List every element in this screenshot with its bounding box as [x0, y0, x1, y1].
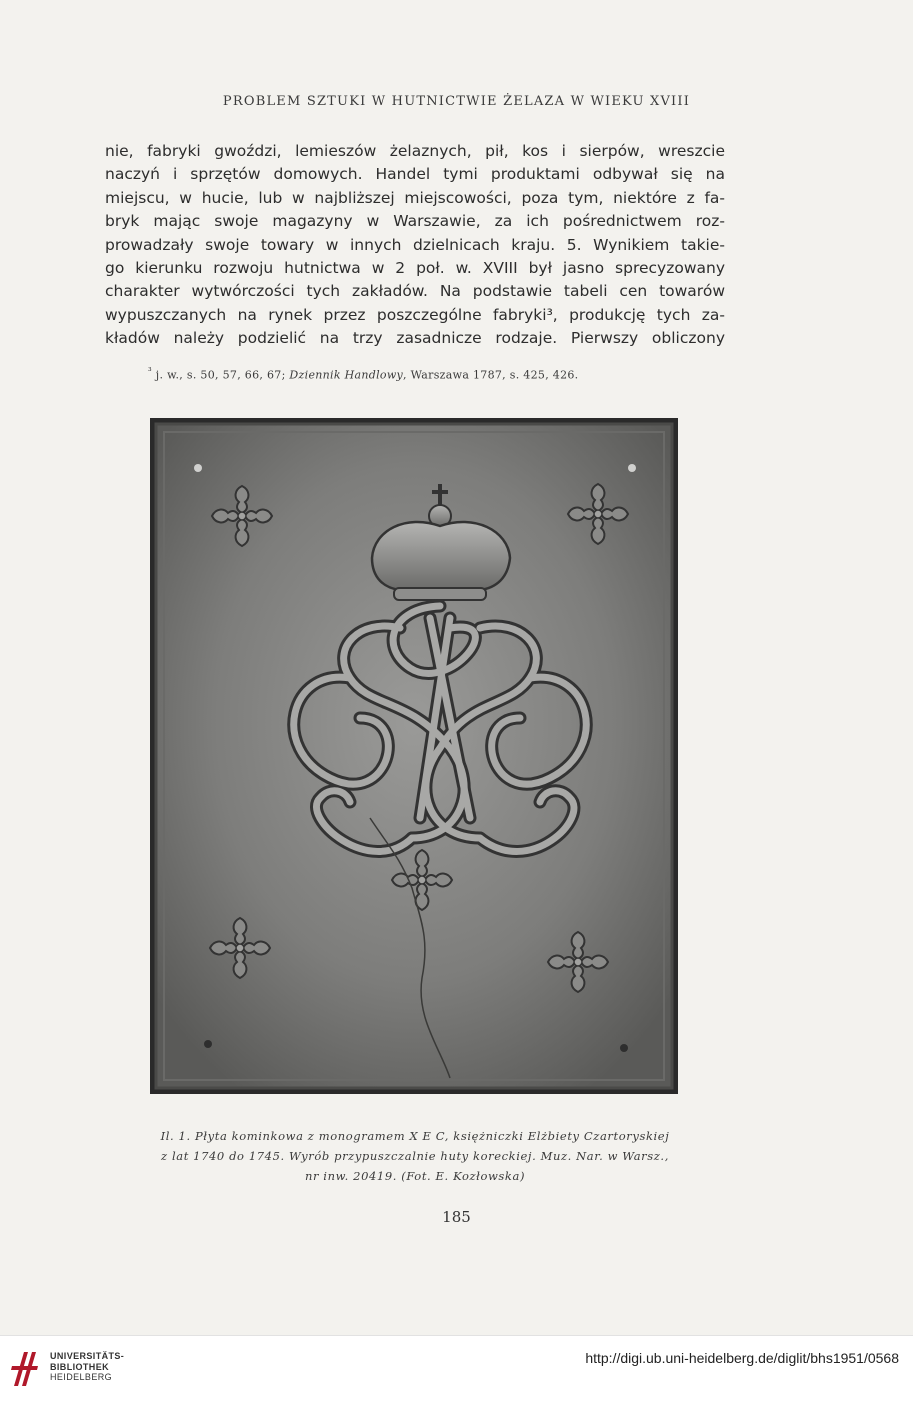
figure-caption	[100, 1126, 730, 1186]
library-logo-icon[interactable]	[10, 1346, 40, 1392]
page-number: 185	[442, 1208, 471, 1226]
body-paragraph	[105, 140, 725, 351]
fireplace-plate-photo	[150, 418, 678, 1094]
footnote-text-after: , Warszawa 1787, s. 425, 426.	[403, 368, 579, 382]
text-line: wypuszczanych na rynek przez poszczególne fabryki³, produkcję tych za-	[105, 305, 725, 324]
footnote-text-before: j. w., s. 50, 57, 66, 67;	[151, 368, 290, 382]
text-line: prowadzały swoje towary w innych dzielnicach kraju. 5. Wynikiem takie-	[105, 235, 725, 254]
monogram-plate-image	[150, 418, 678, 1094]
text-line: miejscu, w hucie, lub w najbliższej miejscowości, poza tym, niektóre z fa-	[105, 188, 725, 207]
viewer-footer	[0, 1335, 913, 1403]
text-line: naczyń i sprzętów domowych. Handel tymi produktami odbywał się na	[105, 165, 725, 184]
caption-line: nr inw. 20419. (Fot. E. Kozłowska)	[304, 1169, 526, 1183]
library-name-line: UNIVERSITÄTS-	[50, 1351, 125, 1361]
text-line: bryk mając swoje magazyny w Warszawie, za ich pośrednictwem roz-	[105, 212, 725, 231]
caption-line: z lat 1740 do 1745. Wyrób przypuszczalnie huty koreckiej. Muz. Nar. w Warsz.,	[161, 1149, 669, 1163]
permalink-url[interactable]: http://digi.ub.uni-heidelberg.de/diglit/bhs1951/0568	[585, 1350, 899, 1366]
library-name-line: HEIDELBERG	[50, 1372, 113, 1382]
footnote-marker: ³	[148, 366, 152, 377]
running-title: PROBLEM SZTUKI W HUTNICTWIE ŻELAZA W WIEKU XVIII	[222, 94, 691, 109]
library-name-line: BIBLIOTHEK	[50, 1361, 109, 1372]
footnote	[148, 366, 708, 382]
library-name	[50, 1351, 124, 1383]
text-line: go kierunku rozwoju hutnictwa w 2 poł. w. XVIII był jasno sprecyzowany	[105, 259, 725, 278]
footnote-italic-title: Dziennik Handlowy	[289, 368, 404, 382]
text-line: kładów należy podzielić na trzy zasadnicze rodzaje. Pierwszy obliczony	[105, 329, 725, 348]
caption-line: Il. 1. Płyta kominkowa z monogramem X E C, księżniczki Elżbiety Czartoryskiej	[160, 1129, 670, 1143]
text-line: nie, fabryki gwoździ, lemieszów żelaznych, pił, kos i sierpów, wreszcie	[105, 142, 725, 160]
text-line: charakter wytwórczości tych zakładów. Na podstawie tabeli cen towarów	[105, 282, 725, 301]
